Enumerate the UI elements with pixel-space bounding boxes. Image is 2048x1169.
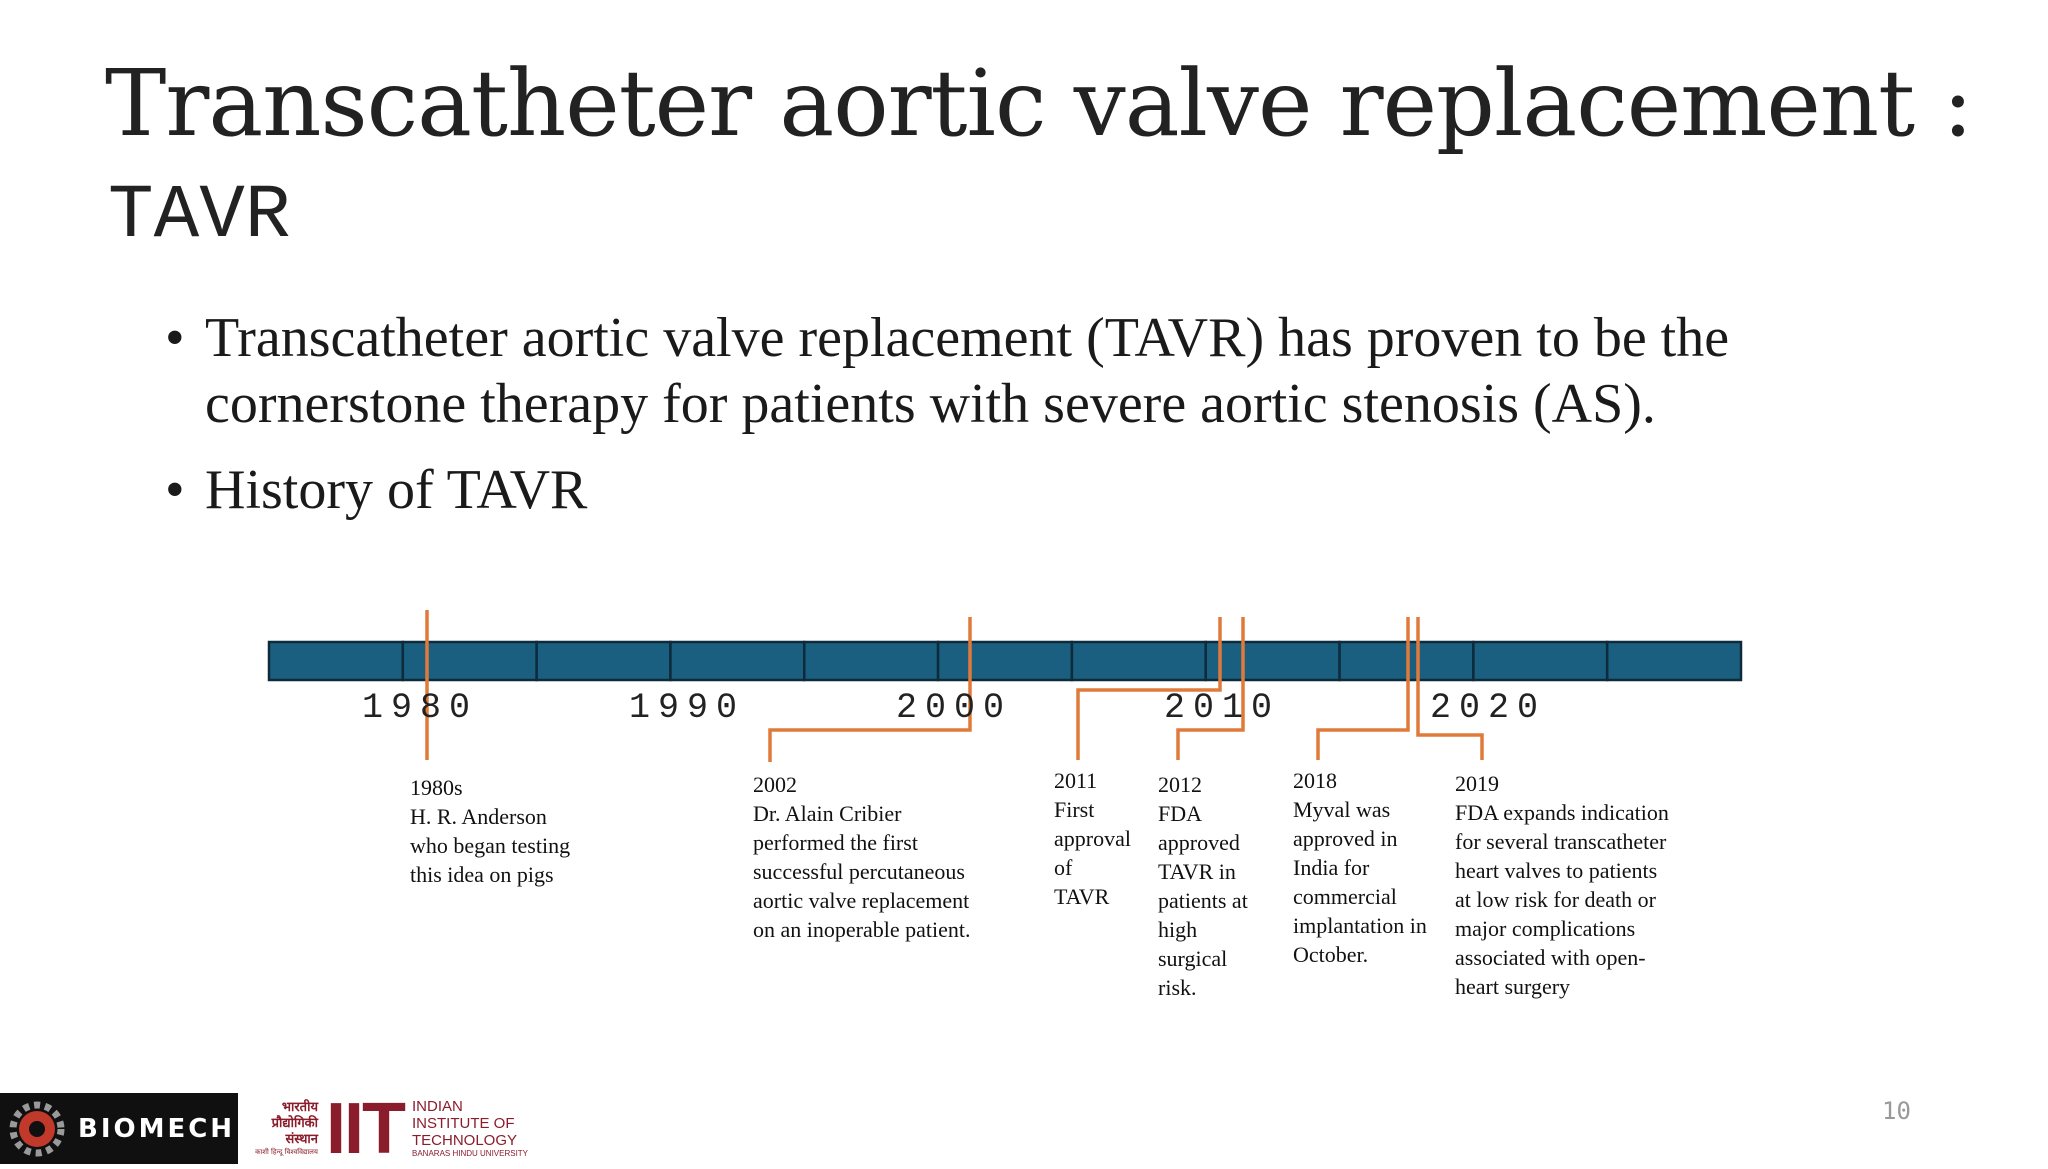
event-line: heart valves to patients: [1455, 858, 1658, 883]
iit-hindi-text: [243, 1100, 318, 1157]
event-2002: [753, 770, 970, 944]
event-line: H. R. Anderson: [410, 804, 547, 829]
event-line: risk.: [1158, 975, 1197, 1000]
slide-title: Transcatheter aortic valve replacement :: [105, 50, 1973, 157]
event-line: approved: [1158, 830, 1240, 855]
event-line: successful percutaneous: [753, 859, 965, 884]
event-line: TAVR in: [1158, 859, 1236, 884]
timeline-connectors: [427, 610, 1482, 762]
event-year: 2002: [753, 772, 797, 797]
page-number: 10: [1882, 1097, 1911, 1125]
timeline-segment: [1607, 642, 1741, 680]
iit-mark: IIT: [326, 1088, 404, 1169]
event-2012: [1158, 770, 1248, 1002]
event-line: associated with open-: [1455, 945, 1646, 970]
event-2018: [1293, 766, 1427, 969]
event-line: performed the first: [753, 830, 918, 855]
event-line: approval: [1054, 826, 1131, 851]
event-line: TAVR: [1054, 884, 1110, 909]
event-line: for several transcatheter: [1455, 829, 1667, 854]
event-line: on an inoperable patient.: [753, 917, 971, 942]
event-line: of: [1054, 855, 1073, 880]
timeline-segment: [269, 642, 403, 680]
decade-label-2010: 2010: [1164, 688, 1281, 728]
event-year: 1980s: [410, 775, 463, 800]
timeline-segment: [537, 642, 671, 680]
timeline-segment: [1072, 642, 1206, 680]
event-line: at low risk for death or: [1455, 887, 1656, 912]
event-line: FDA: [1158, 801, 1203, 826]
event-2011: [1054, 766, 1131, 911]
event-year: 2011: [1054, 768, 1098, 793]
event-2019: [1455, 769, 1669, 1001]
timeline-segment: [670, 642, 804, 680]
event-line: surgical: [1158, 946, 1228, 971]
timeline-segment: [804, 642, 938, 680]
event-line: First: [1054, 797, 1095, 822]
event-year: 2018: [1293, 768, 1337, 793]
event-line: FDA expands indication: [1455, 800, 1669, 825]
event-line: Dr. Alain Cribier: [753, 801, 902, 826]
biomech-logo: [0, 1093, 238, 1164]
event-line: India for: [1293, 855, 1370, 880]
timeline-bar: [269, 642, 1741, 680]
timeline-segment: [938, 642, 1072, 680]
connector-2018: [1318, 617, 1408, 760]
timeline-segment: [1473, 642, 1607, 680]
decade-label-1990: 1990: [629, 688, 746, 728]
biomech-logo-text: BIOMECH: [78, 1113, 236, 1144]
iit-hindi-line: भारतीय: [281, 1100, 318, 1115]
event-line: aortic valve replacement: [753, 888, 970, 913]
iit-english-line: INDIAN: [412, 1098, 463, 1115]
event-year: 2012: [1158, 772, 1202, 797]
event-line: high: [1158, 917, 1198, 942]
bullet-tavr-cornerstone: • Transcatheter aortic valve replacement (TAVR) has proven to be the cornerstone therapy for patients with severe aortic stenosis (AS).: [165, 305, 1945, 437]
event-line: commercial: [1293, 884, 1397, 909]
event-line: who began testing: [410, 833, 571, 858]
event-line: October.: [1293, 942, 1369, 967]
iit-hindi-line: प्रौद्योगिकी: [271, 1116, 318, 1131]
event-line: approved in: [1293, 826, 1398, 851]
event-line: this idea on pigs: [410, 862, 554, 887]
gear-logo-icon: [6, 1098, 68, 1160]
event-line: implantation in: [1293, 913, 1427, 938]
iit-english-line: INSTITUTE OF: [412, 1115, 515, 1132]
timeline-segment: [403, 642, 537, 680]
event-line: heart surgery: [1455, 974, 1571, 999]
event-line: major complications: [1455, 916, 1636, 941]
slide-subtitle: TAVR: [108, 173, 291, 259]
iit-english-text: [412, 1098, 528, 1159]
bullet-history: • History of TAVR: [165, 457, 1945, 523]
iit-bhu-logo: [243, 1088, 533, 1169]
iit-english-line: TECHNOLOGY: [412, 1132, 518, 1149]
iit-hindi-line: संस्थान: [285, 1132, 318, 1147]
iit-hindi-line: काशी हिन्दू विश्वविद्यालय: [255, 1148, 318, 1156]
decade-label-2020: 2020: [1430, 688, 1547, 728]
timeline-segment: [1206, 642, 1340, 680]
event-line: patients at: [1158, 888, 1248, 913]
event-year: 2019: [1455, 771, 1499, 796]
event-line: Myval was: [1293, 797, 1391, 822]
decade-label-2000: 2000: [896, 688, 1013, 728]
iit-english-line: BANARAS HINDU UNIVERSITY: [412, 1149, 529, 1158]
event-1980s: [410, 773, 570, 889]
decade-label-1980: 1980: [362, 688, 479, 728]
